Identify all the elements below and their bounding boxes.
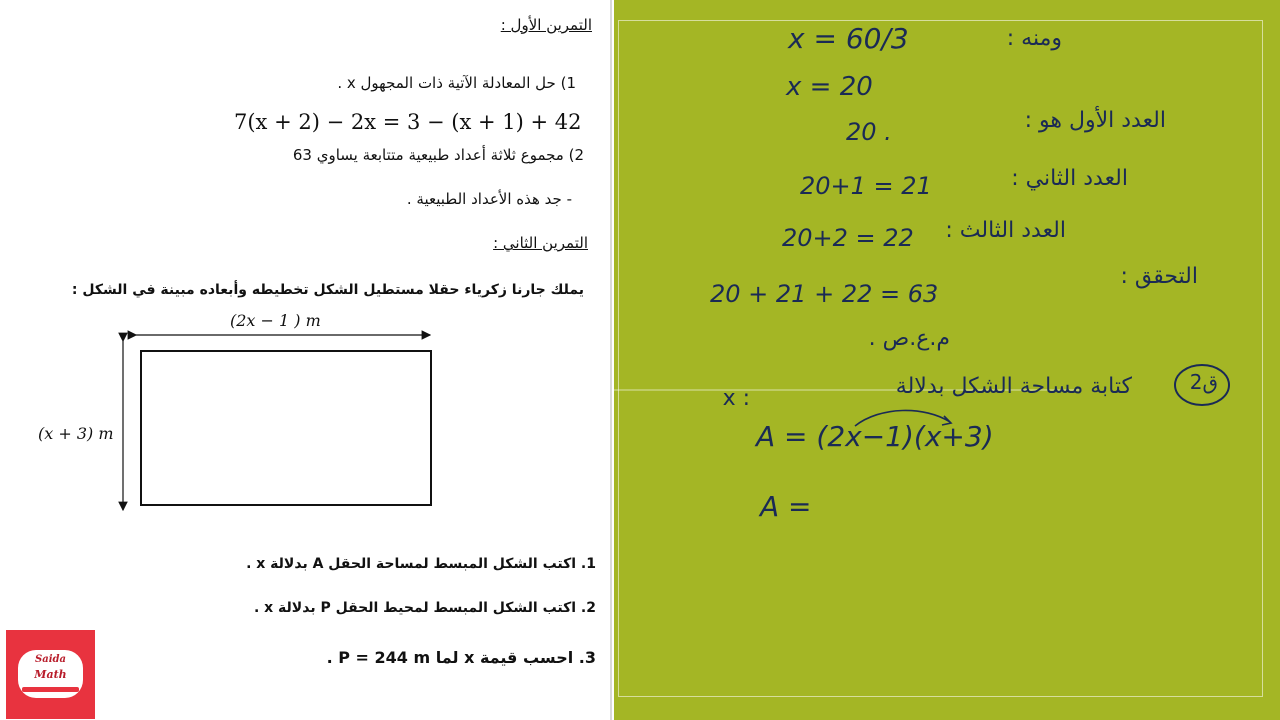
field-diagram — [30, 305, 450, 520]
board-line7: م.ع.ص . — [868, 326, 950, 351]
field-rectangle — [141, 351, 431, 505]
board-line3-left: 20 . — [846, 118, 892, 146]
height-label: (x + 3) m — [38, 424, 114, 443]
board-line1-right: ومنه : — [1006, 26, 1062, 51]
logo-line1: Saida — [35, 654, 66, 665]
board-frame — [618, 20, 1263, 697]
logo-line2: Math — [34, 668, 67, 681]
logo-strip — [22, 687, 79, 692]
board-line5-left: 20+2 = 22 — [782, 224, 914, 252]
width-label: (2x − 1 ) m — [230, 311, 321, 330]
task1-text: 1. اكتب الشكل المبسط لمساحة الحقل A بدلالة x . — [246, 556, 596, 572]
exercise1-title: التمرين الأول : — [500, 16, 592, 34]
exercise2-title: التمرين الثاني : — [493, 234, 588, 252]
exercise2-statement: يملك جارنا زكرياء حقلا مستطيل الشكل تخطيطه وأبعاده مبينة في الشكل : — [71, 282, 584, 298]
board-line3-right: العدد الأول هو : — [1024, 108, 1166, 133]
question2-text: 2) مجموع ثلاثة أعداد طبيعية متتابعة يساوي 63 — [292, 146, 584, 164]
board-line9: A = (2x−1)(x+3) — [756, 420, 994, 453]
question1-text: 1) حل المعادلة الآتية ذات المجهول x . — [337, 74, 576, 92]
board-line2: x = 20 — [786, 72, 873, 102]
board-line8-right: كتابة مساحة الشكل بدلالة — [895, 374, 1132, 399]
task2-text: 2. اكتب الشكل المبسط لمحيط الحقل P بدلالة x . — [253, 600, 596, 616]
board-line6-left: 20 + 21 + 22 = 63 — [710, 280, 939, 308]
question-badge: ق2 — [1189, 370, 1218, 394]
panel-divider — [610, 0, 612, 720]
task3-text: 3. احسب قيمة x لما P = 244 m . — [326, 648, 596, 667]
board-line4-left: 20+1 = 21 — [800, 172, 932, 200]
board-line5-right: العدد الثالث : — [945, 218, 1066, 243]
distribution-arrow — [850, 404, 960, 430]
board-line8-left: : x — [722, 386, 750, 411]
question2-find: - جد هذه الأعداد الطبيعية . — [406, 190, 572, 208]
board-line6-right: التحقق : — [1120, 264, 1198, 289]
board-line1-left: x = 60/3 — [788, 22, 909, 55]
board-line10: A = — [760, 490, 812, 523]
saida-math-logo — [6, 630, 95, 719]
board-line4-right: العدد الثاني : — [1011, 166, 1128, 191]
equation: 7(x + 2) − 2x = 3 − (x + 1) + 42 — [234, 110, 582, 134]
